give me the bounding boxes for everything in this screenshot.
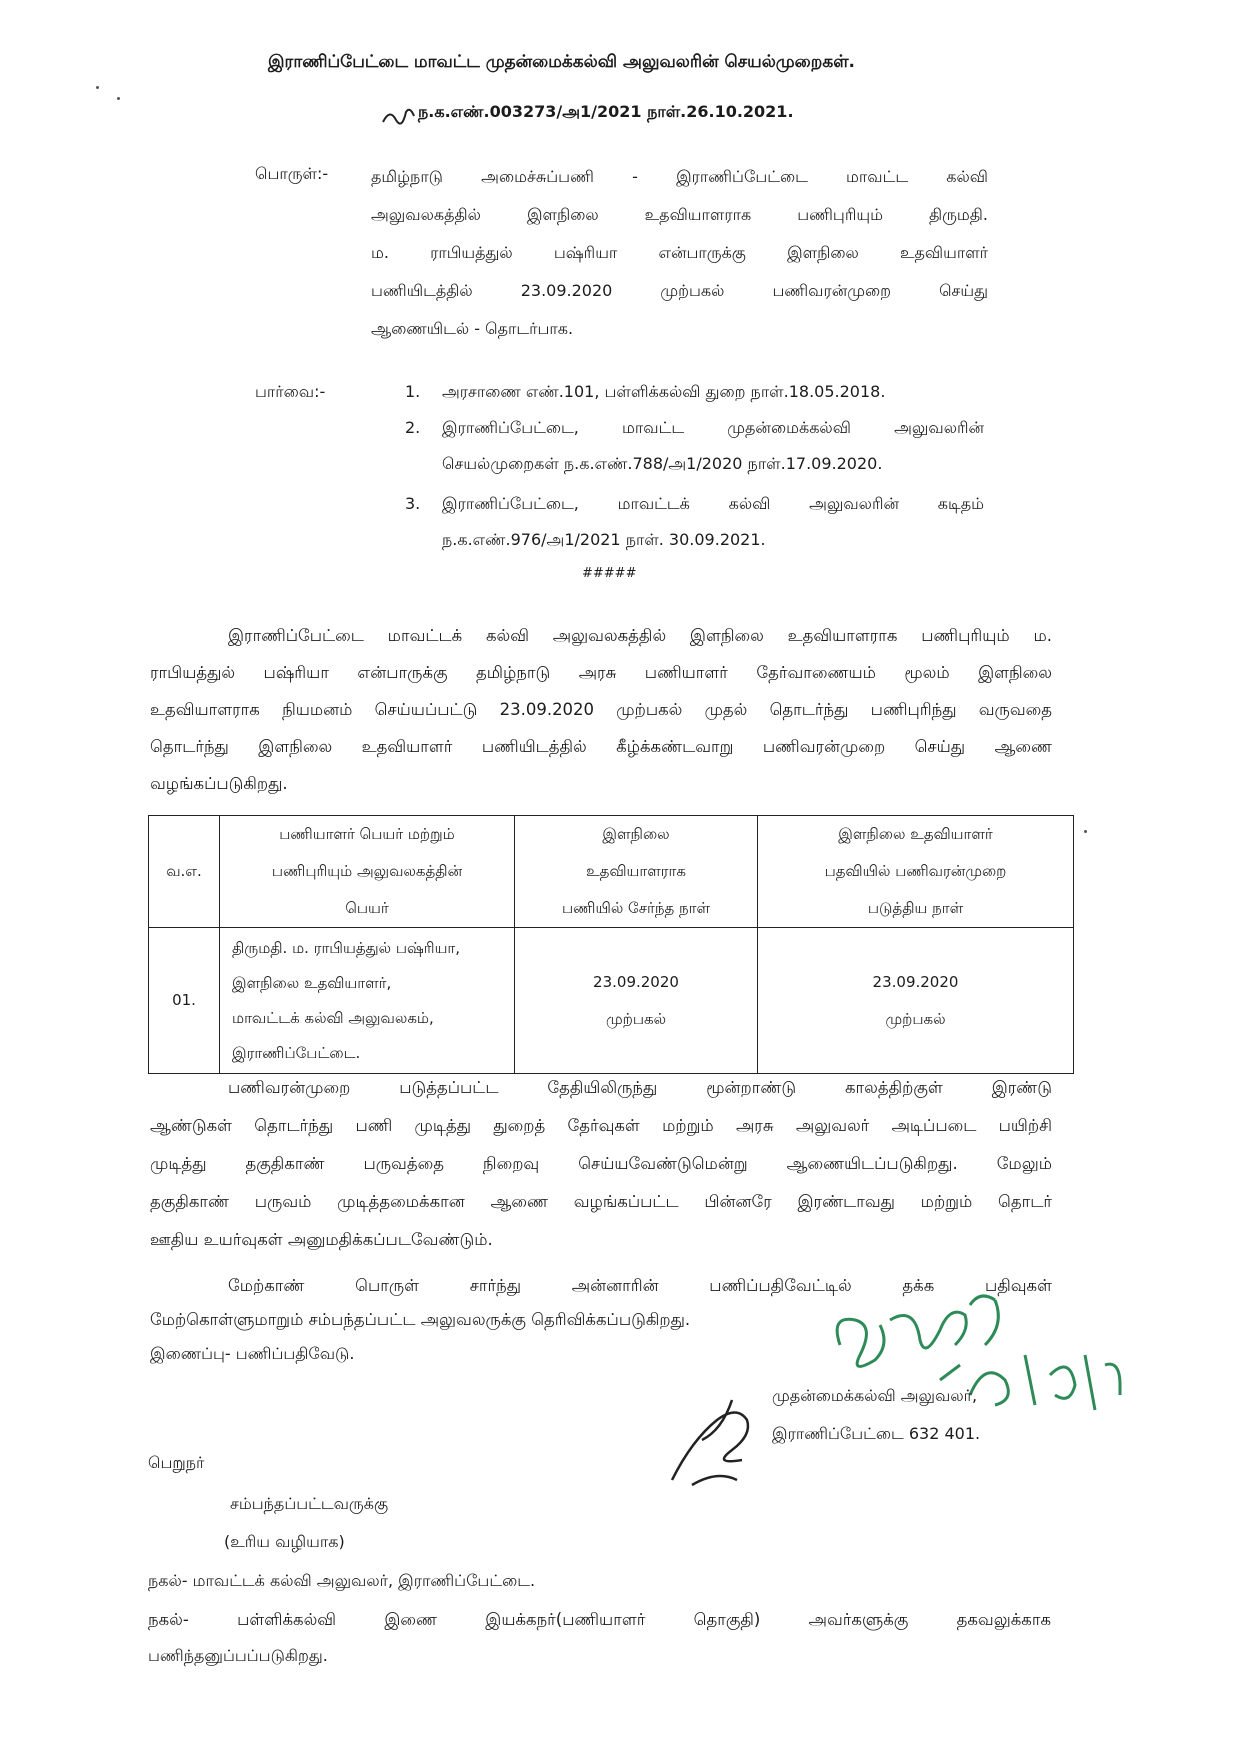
body-paragraph-line: மேற்காண் பொருள் சார்ந்து அன்னாரின் பணிப்பதிவேட்டில் தக்க பதிவுகள் bbox=[228, 1276, 1052, 1295]
table-header-cell bbox=[758, 816, 1074, 928]
regularisation-session: முற்பகல் bbox=[885, 1009, 946, 1028]
reference-item-text: இராணிப்பேட்டை, மாவட்டக் கல்வி அலுவலரின் கடிதம் bbox=[442, 494, 984, 513]
employee-name-line: இளநிலை உதவியாளர், bbox=[232, 973, 392, 992]
employee-name-cell bbox=[220, 928, 515, 1074]
reference-item-text: செயல்முறைகள் ந.க.எண்.788/அ1/2020 நாள்.17.09.2020. bbox=[442, 454, 883, 473]
table-header-text: பெயர் bbox=[345, 899, 389, 917]
officer-signature bbox=[662, 1380, 782, 1500]
reference-item-number: 3. bbox=[405, 494, 421, 513]
body-paragraph-line: முடித்து தகுதிகாண் பருவத்தை நிறைவு செய்யவேண்டுமென்று ஆணையிடப்படுகிறது. மேலும் bbox=[150, 1154, 1052, 1173]
regularisation-date-cell bbox=[758, 928, 1074, 1074]
subject-line: தமிழ்நாடு அமைச்சுப்பணி - இராணிப்பேட்டை மாவட்ட கல்வி bbox=[371, 167, 988, 186]
table-header-text: இளநிலை bbox=[602, 825, 670, 843]
body-paragraph-line: ஆண்டுகள் தொடர்ந்து பணி முடித்து துறைத் தேர்வுகள் மற்றும் அரசு அலுவலர் அடிப்படை பயிற்சி bbox=[150, 1116, 1052, 1135]
table-header-row bbox=[149, 816, 1074, 928]
copy-line: நகல்- மாவட்டக் கல்வி அலுவலர், இராணிப்பேட்டை. bbox=[148, 1571, 536, 1590]
body-paragraph-line: மேற்கொள்ளுமாறும் சம்பந்தப்பட்ட அலுவலருக்கு தெரிவிக்கப்படுகிறது. bbox=[150, 1310, 691, 1329]
table-header-text: பணியில் சேர்ந்த நாள் bbox=[561, 899, 711, 917]
reference-item-number: 1. bbox=[405, 382, 421, 401]
joining-date: 23.09.2020 bbox=[593, 972, 679, 991]
body-paragraph-line: ராபியத்துல் பஷ்ரியா என்பாருக்கு தமிழ்நாடு அரசு பணியாளர் தேர்வாணையம் மூலம் இளநிலை bbox=[150, 663, 1052, 682]
table-header-text: பதவியில் பணிவரன்முறை bbox=[824, 862, 1007, 880]
body-paragraph-line: வழங்கப்படுகிறது. bbox=[150, 774, 288, 793]
reference-item-text: ந.க.எண்.976/அ1/2021 நாள். 30.09.2021. bbox=[442, 530, 766, 549]
employee-name-line: திருமதி. ம. ராபியத்துல் பஷ்ரியா, bbox=[232, 938, 461, 957]
table-row bbox=[149, 928, 1074, 1074]
regularisation-date: 23.09.2020 bbox=[872, 972, 959, 991]
body-paragraph-line: தொடர்ந்து இளநிலை உதவியாளர் பணியிடத்தில் கீழ்க்கண்டவாறு பணிவரன்முறை செய்து ஆணை bbox=[150, 737, 1052, 756]
subject-line: ம. ராபியத்துல் பஷ்ரியா என்பாருக்கு இளநிலை உதவியாளர் bbox=[371, 243, 988, 262]
table-header-text: வ.எ. bbox=[166, 862, 202, 880]
copy-line: நகல்- பள்ளிக்கல்வி இணை இயக்கநர்(பணியாளர் தொகுதி) அவர்களுக்கு தகவலுக்காக bbox=[148, 1610, 1051, 1629]
scan-speck bbox=[117, 97, 120, 100]
reference-item-number: 2. bbox=[405, 418, 421, 437]
subject-line: ஆணையிடல் - தொடர்பாக. bbox=[371, 319, 574, 338]
references-label: பார்வை:- bbox=[255, 382, 326, 401]
table-header-text: பணிபுரியும் அலுவலகத்தின் bbox=[271, 862, 463, 880]
subject-label: பொருள்:- bbox=[255, 164, 329, 183]
body-paragraph-line: தகுதிகாண் பருவம் முடித்தமைக்கான ஆணை வழங்கப்பட்ட பின்னரே இரண்டாவது மற்றும் தொடர் bbox=[150, 1192, 1052, 1211]
employee-name-line: இராணிப்பேட்டை. bbox=[232, 1043, 361, 1062]
scan-speck bbox=[96, 86, 99, 89]
body-paragraph-line: ஊதிய உயர்வுகள் அனுமதிக்கப்படவேண்டும். bbox=[150, 1230, 493, 1249]
recipient-label: பெறுநர் bbox=[148, 1453, 205, 1472]
table-header-cell bbox=[149, 816, 220, 928]
joining-session: முற்பகல் bbox=[605, 1009, 667, 1028]
document-title: இராணிப்பேட்டை மாவட்ட முதன்மைக்கல்வி அலுவலரின் செயல்முறைகள். bbox=[268, 52, 856, 72]
body-paragraph-line: இராணிப்பேட்டை மாவட்டக் கல்வி அலுவலகத்தில் இளநிலை உதவியாளராக பணிபுரியும் ம. bbox=[228, 626, 1052, 645]
table-header-text: இளநிலை உதவியாளர் bbox=[838, 825, 993, 843]
table-header-cell bbox=[220, 816, 515, 928]
reference-item-text: இராணிப்பேட்டை, மாவட்ட முதன்மைக்கல்வி அலுவலரின் bbox=[442, 418, 984, 437]
signatory-designation: முதன்மைக்கல்வி அலுவலர், bbox=[772, 1386, 978, 1405]
enclosure-note: இணைப்பு- பணிப்பதிவேடு. bbox=[150, 1344, 355, 1363]
signatory-place: இராணிப்பேட்டை 632 401. bbox=[772, 1424, 981, 1443]
body-paragraph-line: உதவியாளராக நியமனம் செய்யப்பட்டு 23.09.2020 முற்பகல் முதல் தொடர்ந்து பணிபுரிந்து வருவதை bbox=[150, 700, 1052, 719]
body-paragraph-line: பணிவரன்முறை படுத்தப்பட்ட தேதியிலிருந்து மூன்றாண்டு காலத்திற்குள் இரண்டு bbox=[228, 1078, 1052, 1097]
serial-number-cell: 01. bbox=[149, 928, 220, 1074]
subject-block bbox=[371, 158, 988, 348]
copy-line: பணிந்தனுப்பப்படுகிறது. bbox=[148, 1646, 328, 1665]
table-header-text: படுத்திய நாள் bbox=[867, 899, 964, 917]
section-separator: ##### bbox=[582, 566, 637, 581]
table-header-cell bbox=[515, 816, 758, 928]
reference-number: ந.க.எண்.003273/அ1/2021 நாள்.26.10.2021. bbox=[418, 102, 794, 121]
joining-date-cell bbox=[515, 928, 758, 1074]
recipient-to: சம்பந்தப்பட்டவருக்கு bbox=[230, 1494, 389, 1513]
regularisation-table bbox=[148, 815, 1074, 1074]
table-header-text: பணியாளர் பெயர் மற்றும் bbox=[279, 825, 455, 843]
subject-line: பணியிடத்தில் 23.09.2020 முற்பகல் பணிவரன்முறை செய்து bbox=[371, 281, 988, 300]
employee-name-line: மாவட்டக் கல்வி அலுவலகம், bbox=[232, 1008, 434, 1027]
scan-speck bbox=[1084, 830, 1087, 833]
table-header-text: உதவியாளராக bbox=[586, 862, 686, 880]
reference-item-text: அரசாணை எண்.101, பள்ளிக்கல்வி துறை நாள்.18.05.2018. bbox=[442, 382, 886, 401]
recipient-via: (உரிய வழியாக) bbox=[224, 1532, 345, 1551]
subject-line: அலுவலகத்தில் இளநிலை உதவியாளராக பணிபுரியும் திருமதி. bbox=[371, 205, 988, 224]
